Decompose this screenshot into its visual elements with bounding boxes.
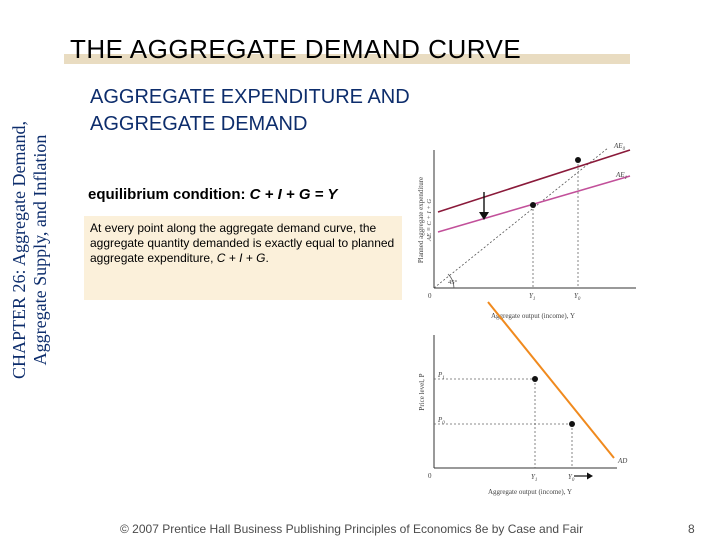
bottom-origin-label: 0 [428, 472, 432, 480]
equilibrium-condition [88, 186, 337, 203]
aggregate-expenditure-graph [408, 142, 638, 325]
slide-title: THE AGGREGATE DEMAND CURVE [70, 34, 522, 64]
output-arrowhead [587, 473, 593, 480]
ad-point-0 [569, 421, 575, 427]
p1-label: $P_1$ [438, 371, 445, 381]
equilibrium-point-1 [530, 202, 536, 208]
chapter-side-title [0, 0, 60, 500]
copyright-footer: © 2007 Prentice Hall Business Publishing Principles of Economics 8e by Case and Fair [120, 522, 584, 536]
ad-curve [488, 302, 614, 458]
note-text: At every point along the aggregate demand curve, the aggregate quantity demanded is exactly equal to planned aggregate expenditure, [90, 221, 395, 265]
top-tick-y1: $Y_1$ [529, 292, 536, 302]
side-title-line2: Aggregate Supply, and Inflation [30, 134, 50, 366]
page-number: 8 [688, 522, 695, 536]
ad-point-1 [532, 376, 538, 382]
note-formula: C + I + G [216, 251, 266, 265]
ad-curve-label: AD [618, 457, 628, 465]
equilibrium-formula: C + I + G = Y [249, 186, 338, 203]
note-end: . [265, 251, 269, 265]
equilibrium-point-0 [575, 157, 581, 163]
note-box [84, 216, 402, 300]
ae0-label: $AE_0$ [614, 142, 626, 152]
side-title-line1: CHAPTER 26: Aggregate Demand, [9, 121, 29, 379]
aggregate-demand-graph [412, 300, 642, 500]
slide-subtitle: AGGREGATE EXPENDITURE AND AGGREGATE DEMAND [90, 86, 410, 135]
ae1-label: $AE_1$ [616, 171, 628, 181]
bottom-tick-y0: $Y_0$ [568, 473, 575, 483]
forty-five-degree-line [434, 148, 608, 288]
bottom-y-axis-label: Price level, P [418, 373, 426, 411]
top-y-axis-label: Planned aggregate expenditure [417, 176, 425, 264]
top-origin-label: 0 [428, 292, 432, 300]
bottom-x-axis-label: Aggregate output (income), Y [487, 488, 573, 496]
top-y-axis-formula: AE ≡ C + I + G [426, 198, 433, 242]
top-x-axis-label: Aggregate output (income), Y [490, 312, 576, 320]
p0-label: $P_0$ [438, 416, 445, 426]
equilibrium-label: equilibrium condition: [88, 186, 250, 203]
top-tick-y0: $Y_0$ [574, 292, 581, 302]
bottom-tick-y1: $Y_1$ [531, 473, 538, 483]
angle-label: 45° [448, 279, 458, 286]
